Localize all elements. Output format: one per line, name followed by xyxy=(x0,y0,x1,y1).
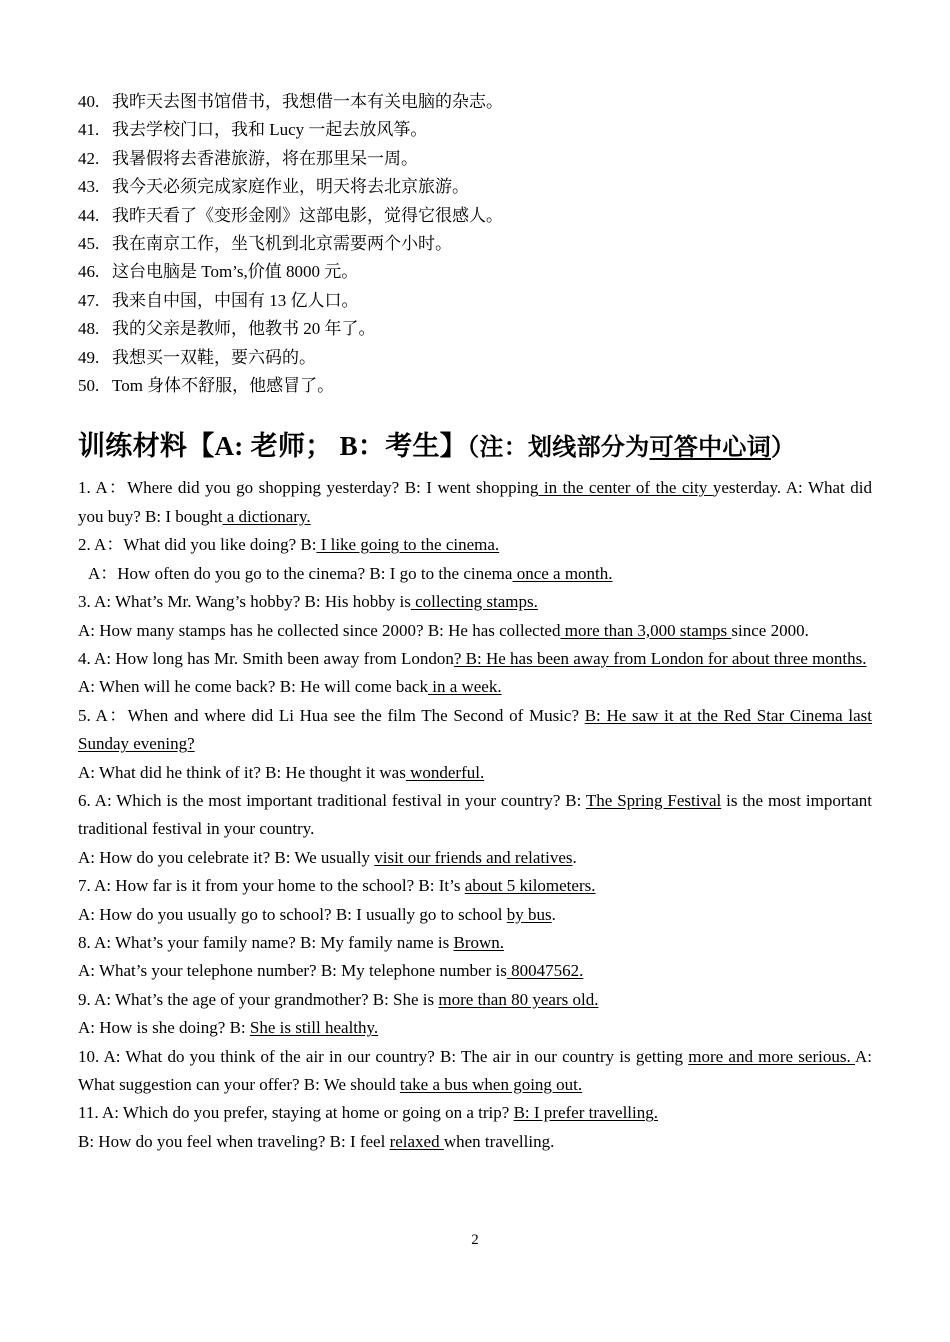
dialogue-paragraph xyxy=(78,1128,872,1156)
answer-keyword: collecting stamps. xyxy=(410,592,538,612)
sentence-text: Tom 身体不舒服，他感冒了。 xyxy=(112,376,335,396)
sentence-number: 46. xyxy=(78,262,100,282)
sentence-text: 我昨天看了《变形金刚》这部电影，觉得它很感人。 xyxy=(112,205,503,225)
answer-keyword: She is still healthy. xyxy=(249,1018,379,1038)
sentence-text: 我想买一双鞋，要六码的。 xyxy=(112,347,316,367)
sentence-number: 49. xyxy=(78,347,100,367)
heading-main: 训练材料【A: 老师； B：考生】 xyxy=(78,431,468,462)
answer-keyword: wonderful. xyxy=(405,762,485,782)
sentence-item xyxy=(78,287,872,315)
sentence-list xyxy=(78,88,872,400)
answer-keyword: once a month. xyxy=(512,563,613,583)
sentence-number: 44. xyxy=(78,205,100,225)
heading-note: （注：划线部分为可答中心词） xyxy=(467,435,796,462)
dialogue-paragraph xyxy=(78,1014,872,1042)
dialogue-paragraph xyxy=(78,673,872,701)
dialogue-text: 1. A：Where did you go shopping yesterday? B: I went shopping xyxy=(78,478,539,498)
sentence-number: 41. xyxy=(78,120,100,140)
sentence-item xyxy=(78,230,872,258)
answer-keyword: The Spring Festival xyxy=(585,790,722,810)
dialogue-text: 5. A：When and where did Li Hua see the film The Second of Music? xyxy=(78,705,585,725)
dialogue-paragraph xyxy=(78,986,872,1014)
answer-keyword: visit our friends and relatives xyxy=(374,847,573,867)
dialogue-text: 7. A: How far is it from your home to the school? B: It’s xyxy=(78,876,465,896)
dialogue-text: A: How many stamps has he collected since 2000? B: He has collected xyxy=(78,620,561,640)
answer-keyword: ? B: He has been away from London for about three months. xyxy=(453,648,867,668)
dialogue-paragraph xyxy=(78,1043,872,1100)
dialogue-text: 2. A：What did you like doing? B: xyxy=(78,535,317,555)
dialogue-paragraph xyxy=(78,901,872,929)
answer-keyword: B: He saw it at the Red Star Cinema last Sunday evening? xyxy=(78,705,872,754)
dialogue-text: A: How do you usually go to school? B: I usually go to school xyxy=(78,904,507,924)
sentence-text: 我在南京工作，坐飞机到北京需要两个小时。 xyxy=(112,234,452,254)
sentence-item xyxy=(78,88,872,116)
answer-keyword: I like going to the cinema. xyxy=(316,535,500,555)
dialogue-paragraph xyxy=(78,787,872,844)
answer-keyword: take a bus when going out. xyxy=(399,1075,583,1094)
answer-keyword: B: I prefer travelling. xyxy=(513,1103,659,1123)
answer-keyword: a dictionary. xyxy=(222,506,311,526)
dialogue-paragraph xyxy=(78,957,872,985)
dialogue-paragraph xyxy=(78,872,872,900)
sentence-text: 我暑假将去香港旅游，将在那里呆一周。 xyxy=(112,148,418,168)
sentence-number: 40. xyxy=(78,92,100,111)
dialogue-text: A: When will he come back? B: He will come back xyxy=(78,677,428,697)
dialogue-text: 8. A: What’s your family name? B: My family name is xyxy=(78,932,454,952)
sentence-item xyxy=(78,145,872,173)
answer-keyword: relaxed xyxy=(389,1131,444,1151)
sentence-item xyxy=(78,173,872,201)
sentence-item xyxy=(78,315,872,343)
answer-keyword: more than 3,000 stamps xyxy=(560,620,732,640)
dialogue-text: A: How is she doing? B: xyxy=(78,1018,250,1038)
sentence-text: 我的父亲是教师，他教书 20 年了。 xyxy=(112,319,376,339)
dialogue-paragraph xyxy=(78,1099,872,1127)
dialogue-paragraph xyxy=(78,929,872,957)
dialogue-text: 9. A: What’s the age of your grandmother? B: She is xyxy=(78,989,439,1009)
dialogue-text: . xyxy=(572,847,577,867)
dialogue-text: 11. A: Which do you prefer, staying at home or going on a trip? xyxy=(78,1103,514,1123)
sentence-item xyxy=(78,372,872,400)
dialogue-paragraph xyxy=(78,617,872,645)
dialogue-text: A: What did he think of it? B: He thought it was xyxy=(78,762,406,782)
dialogue-text: 6. A: Which is the most important traditional festival in your country? B: xyxy=(78,790,586,810)
dialogue-text: 10. A: What do you think of the air in our country? B: The air in our country is getting xyxy=(78,1046,689,1066)
dialogue-paragraph xyxy=(78,759,872,787)
dialogue-list xyxy=(78,474,872,1156)
sentence-item xyxy=(78,202,872,230)
answer-keyword: about 5 kilometers. xyxy=(464,876,596,896)
sentence-number: 48. xyxy=(78,319,100,339)
dialogue-text: B: How do you feel when traveling? B: I feel xyxy=(78,1131,390,1151)
dialogue-text: A: What suggestion can your offer? B: We should xyxy=(78,1046,872,1094)
sentence-number: 50. xyxy=(78,376,100,396)
dialogue-text: when travelling. xyxy=(443,1131,555,1151)
sentence-item xyxy=(78,116,872,144)
sentence-number: 42. xyxy=(78,148,100,168)
dialogue-text: A: How do you celebrate it? B: We usually xyxy=(78,847,375,867)
dialogue-paragraph xyxy=(78,702,872,759)
sentence-item xyxy=(78,344,872,372)
sentence-text: 这台电脑是 Tom’s,价值 8000 元。 xyxy=(112,262,359,282)
answer-keyword: in a week. xyxy=(427,677,502,697)
answer-keyword: 80047562. xyxy=(506,961,584,981)
dialogue-paragraph xyxy=(78,844,872,872)
dialogue-text: . xyxy=(551,904,556,924)
answer-keyword: in the center of the city xyxy=(538,478,713,498)
dialogue-text: 4. A: How long has Mr. Smith been away from London xyxy=(78,648,454,668)
heading-note-keyword: 可答中心词 xyxy=(649,435,772,462)
dialogue-text: A：How often do you go to the cinema? B: I go to the cinema xyxy=(88,563,513,583)
sentence-text: 我去学校门口，我和 Lucy 一起去放风筝。 xyxy=(112,120,428,140)
document-page xyxy=(78,88,872,1156)
dialogue-text: yesterday. A: What did you buy? B: I bought xyxy=(78,478,872,526)
dialogue-text: A: What’s your telephone number? B: My telephone number is xyxy=(78,961,507,981)
dialogue-paragraph xyxy=(78,474,872,531)
sentence-item xyxy=(78,258,872,286)
section-heading xyxy=(78,426,872,468)
answer-keyword: more than 80 years old. xyxy=(438,989,599,1009)
dialogue-paragraph xyxy=(78,645,872,673)
answer-keyword: Brown. xyxy=(453,932,505,952)
dialogue-paragraph xyxy=(78,560,872,588)
dialogue-paragraph xyxy=(78,588,872,616)
answer-keyword: more and more serious. xyxy=(688,1046,855,1066)
sentence-number: 47. xyxy=(78,290,100,310)
sentence-text: 我昨天去图书馆借书，我想借一本有关电脑的杂志。 xyxy=(112,92,503,111)
page-number: 2 xyxy=(471,1232,479,1248)
sentence-number: 45. xyxy=(78,234,100,254)
sentence-number: 43. xyxy=(78,177,100,197)
dialogue-text: 3. A: What’s Mr. Wang’s hobby? B: His hobby is xyxy=(78,592,411,612)
dialogue-text: since 2000. xyxy=(731,620,809,640)
sentence-text: 我今天必须完成家庭作业，明天将去北京旅游。 xyxy=(112,177,469,197)
sentence-text: 我来自中国，中国有 13 亿人口。 xyxy=(112,290,359,310)
dialogue-paragraph xyxy=(78,531,872,559)
answer-keyword: by bus xyxy=(506,904,552,924)
dialogue-text: is the most important traditional festival in your country. xyxy=(78,790,872,839)
